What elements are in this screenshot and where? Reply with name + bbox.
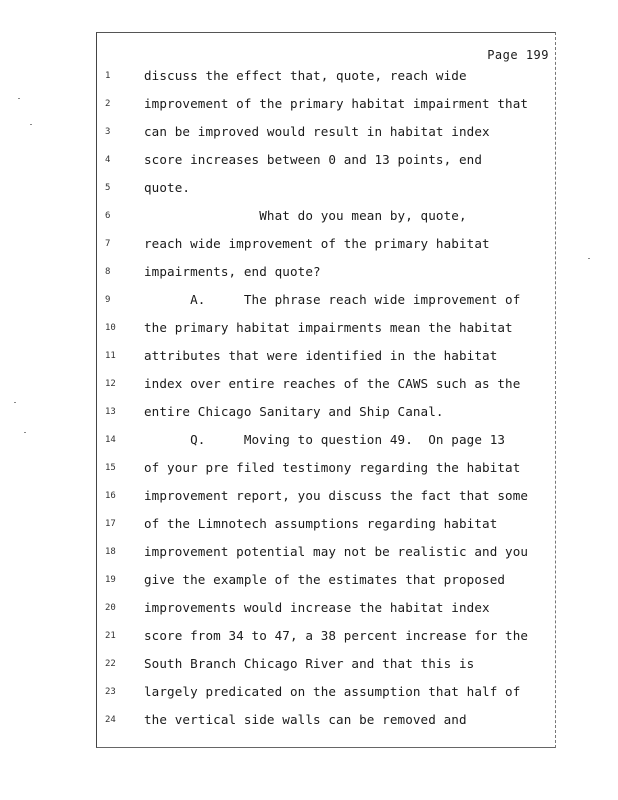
line-number: 17 [105,519,116,529]
line-number: 13 [105,407,116,417]
transcript-line [97,598,555,618]
transcript-line [97,374,555,394]
transcript-line [97,318,555,338]
page-number: Page 199 [487,48,549,62]
line-text: South Branch Chicago River and that this is [144,656,475,671]
line-text: of your pre filed testimony regarding the habitat [144,460,521,475]
transcript-line [97,486,555,506]
line-text: attributes that were identified in the habitat [144,348,498,363]
transcript-line [97,262,555,282]
line-number: 14 [105,435,116,445]
line-number: 7 [105,239,111,249]
transcript-line [97,234,555,254]
scan-speck [18,98,20,99]
line-number: 12 [105,379,116,389]
scan-speck [24,432,26,433]
line-text: can be improved would result in habitat index [144,124,490,139]
line-number: 8 [105,267,111,277]
line-number: 15 [105,463,116,473]
transcript-line [97,206,555,226]
transcript-line [97,570,555,590]
line-text: entire Chicago Sanitary and Ship Canal. [144,404,444,419]
line-number: 1 [105,71,111,81]
transcript-line [97,94,555,114]
line-text: improvements would increase the habitat index [144,600,490,615]
line-text: improvement potential may not be realistic and you [144,544,529,559]
scan-speck [30,124,32,125]
line-number: 2 [105,99,111,109]
line-text: A. The phrase reach wide improvement of [144,292,521,307]
line-number: 9 [105,295,111,305]
line-number: 16 [105,491,116,501]
transcript-line [97,710,555,730]
line-text: give the example of the estimates that proposed [144,572,506,587]
transcript-line [97,430,555,450]
transcript-line [97,458,555,478]
line-text: impairments, end quote? [144,264,321,279]
transcript-line [97,514,555,534]
line-text: of the Limnotech assumptions regarding habitat [144,516,498,531]
transcript-line [97,150,555,170]
line-text: discuss the effect that, quote, reach wide [144,68,467,83]
line-number: 24 [105,715,116,725]
line-text: largely predicated on the assumption that half of [144,684,521,699]
line-number: 4 [105,155,111,165]
transcript-line [97,346,555,366]
transcript-line [97,682,555,702]
line-number: 22 [105,659,116,669]
transcript-page [96,32,556,748]
line-text: the primary habitat impairments mean the habitat [144,320,513,335]
line-number: 3 [105,127,111,137]
line-text: index over entire reaches of the CAWS such as the [144,376,521,391]
line-number: 21 [105,631,116,641]
line-text: quote. [144,180,191,195]
line-number: 10 [105,323,116,333]
line-number: 20 [105,603,116,613]
scan-speck [14,402,16,403]
line-number: 5 [105,183,111,193]
line-number: 18 [105,547,116,557]
transcript-line [97,542,555,562]
line-number: 23 [105,687,116,697]
transcript-line [97,626,555,646]
line-text: score increases between 0 and 13 points, end [144,152,483,167]
line-text: improvement of the primary habitat impairment that [144,96,529,111]
line-number: 19 [105,575,116,585]
line-text: score from 34 to 47, a 38 percent increase for the [144,628,529,643]
transcript-line [97,122,555,142]
transcript-line [97,178,555,198]
line-number: 11 [105,351,116,361]
transcript-line [97,402,555,422]
transcript-line [97,290,555,310]
line-text: improvement report, you discuss the fact that some [144,488,529,503]
line-number: 6 [105,211,111,221]
transcript-line [97,66,555,86]
scan-speck [588,258,590,259]
line-text: Q. Moving to question 49. On page 13 [144,432,506,447]
line-text: What do you mean by, quote, [144,208,467,223]
line-text: the vertical side walls can be removed and [144,712,467,727]
transcript-line [97,654,555,674]
line-text: reach wide improvement of the primary habitat [144,236,490,251]
